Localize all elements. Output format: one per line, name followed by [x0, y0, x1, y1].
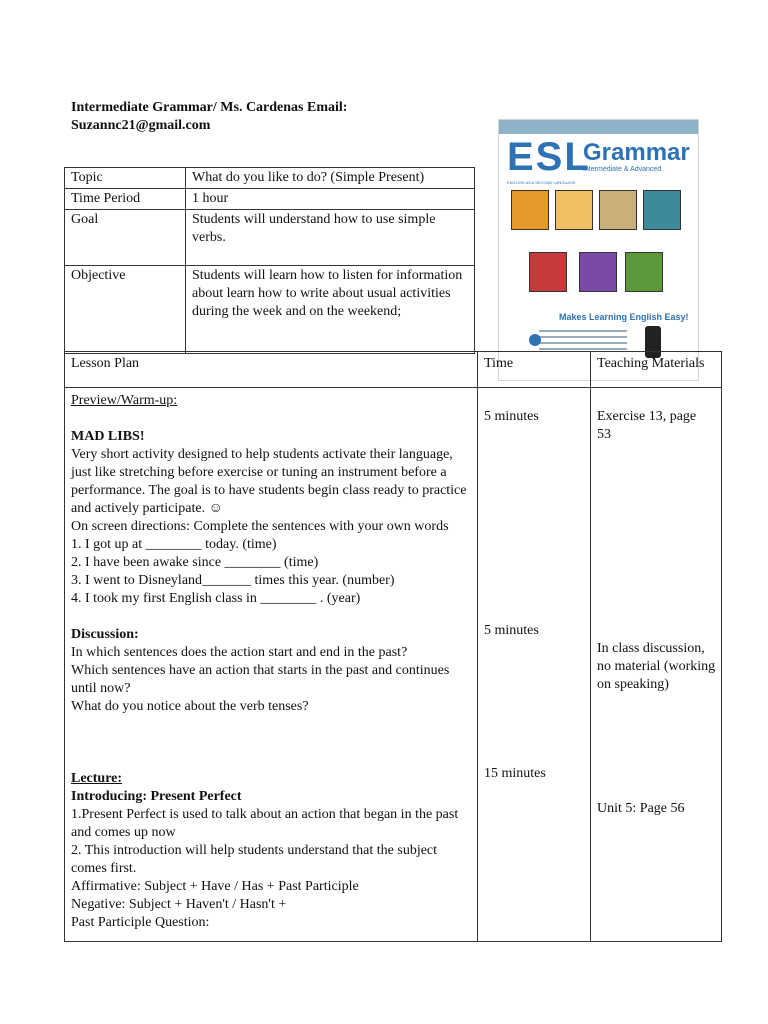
summary-table [64, 167, 475, 354]
objective-label: Objective [65, 266, 186, 354]
formula-question: Past Participle Question: [71, 915, 210, 930]
list-item: 2. I have been awake since ________ (time) [71, 555, 319, 570]
document-header [71, 99, 347, 135]
table-header-row [65, 352, 722, 388]
badge-icon [529, 334, 541, 346]
madlibs-description: Very short activity designed to help students activate their language, just like stretching before exercise or tuning an instrument before a performance. The goal is to have students begin class ready to practice and actively participate. ☺ [71, 447, 467, 516]
formula-affirmative: Affirmative: Subject + Have / Has + Past Participle [71, 879, 359, 894]
goal-label: Goal [65, 210, 186, 266]
material-value: In class discussion, no material (working on speaking) [597, 641, 716, 692]
lecture-title: Introducing: Present Perfect [71, 789, 242, 804]
table-row [65, 210, 475, 266]
time-cell [478, 388, 591, 942]
time-value: 5 minutes [484, 623, 539, 638]
header-email: Suzannc21@gmail.com [71, 118, 211, 133]
cover-series: ENGLISH AS A SECOND LANGUAGE [507, 180, 576, 185]
cartoon-face-icon [579, 252, 617, 292]
cover-bullet-line [539, 342, 627, 344]
list-item: 3. I went to Disneyland_______ times this year. (number) [71, 573, 395, 588]
time-value: 15 minutes [484, 766, 546, 781]
materials-cell [591, 388, 722, 942]
lesson-plan-cell [65, 388, 478, 942]
cartoon-face-icon [555, 190, 593, 230]
cover-title-grammar: Grammar [583, 139, 690, 166]
book-cover-image [498, 119, 699, 381]
lesson-plan-table [64, 351, 722, 942]
time-header: Time [478, 352, 591, 388]
warmup-heading: Preview/Warm-up: [71, 393, 178, 408]
screen-directions: On screen directions: Complete the sentences with your own words [71, 519, 449, 534]
table-row [65, 388, 722, 942]
list-item: 1. I got up at ________ today. (time) [71, 537, 277, 552]
cartoon-face-icon [599, 190, 637, 230]
cover-tagline: Makes Learning English Easy! [559, 312, 689, 322]
discussion-question: In which sentences does the action start and end in the past? [71, 645, 408, 660]
cartoon-face-icon [529, 252, 567, 292]
cartoon-face-icon [625, 252, 663, 292]
cartoon-face-icon [511, 190, 549, 230]
goal-value: Students will understand how to use simple verbs. [186, 210, 475, 266]
cover-bullet-line [539, 348, 627, 350]
lecture-heading: Lecture: [71, 771, 123, 786]
lecture-point: 1.Present Perfect is used to talk about an action that began in the past and comes up now [71, 807, 459, 840]
header-title: Intermediate Grammar/ Ms. Cardenas Email: [71, 100, 348, 115]
lesson-plan-header: Lesson Plan [65, 352, 478, 388]
formula-negative: Negative: Subject + Haven't / Hasn't + [71, 897, 287, 912]
cover-bullet-line [539, 336, 627, 338]
discussion-title: Discussion: [71, 627, 139, 642]
materials-header: Teaching Materials [591, 352, 722, 388]
cartoon-face-icon [643, 190, 681, 230]
discussion-question: What do you notice about the verb tenses? [71, 699, 309, 714]
topic-label: Topic [65, 168, 186, 189]
table-row [65, 189, 475, 210]
time-period-value: 1 hour [186, 189, 475, 210]
objective-value: Students will learn how to listen for information about learn how to write about usual activities during the week and on the weekend; [186, 266, 475, 354]
cover-bullet-line [539, 330, 627, 332]
cover-top-band [499, 120, 698, 134]
lecture-point: 2. This introduction will help students understand that the subject comes first. [71, 843, 438, 876]
madlibs-title: MAD LIBS! [71, 429, 145, 444]
table-row [65, 168, 475, 189]
time-period-label: Time Period [65, 189, 186, 210]
material-value: Unit 5: Page 56 [597, 801, 685, 816]
cover-title-esl: ESL [507, 135, 591, 179]
table-row [65, 266, 475, 354]
topic-value: What do you like to do? (Simple Present) [186, 168, 475, 189]
time-value: 5 minutes [484, 409, 539, 424]
list-item: 4. I took my first English class in ________ . (year) [71, 591, 361, 606]
material-value: Exercise 13, page 53 [597, 409, 697, 442]
discussion-question: Which sentences have an action that starts in the past and continues until now? [71, 663, 450, 696]
cover-subtitle: Intermediate & Advanced [583, 166, 662, 173]
